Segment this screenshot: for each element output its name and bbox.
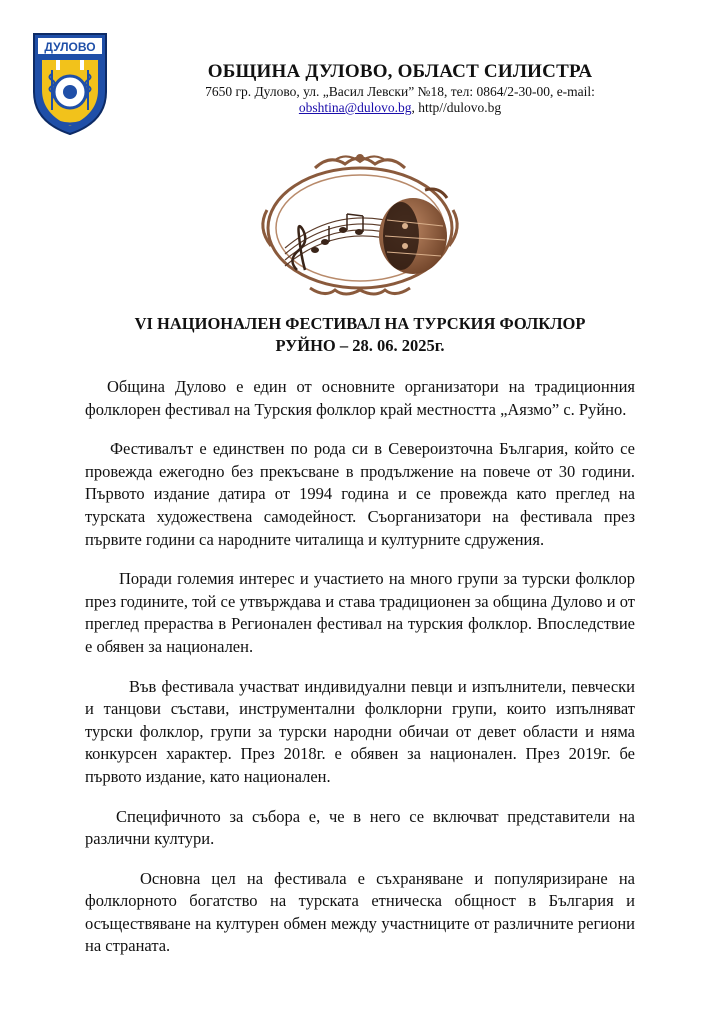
festival-title-line1: VI НАЦИОНАЛЕН ФЕСТИВАЛ НА ТУРСКИЯ ФОЛКЛОР xyxy=(134,314,586,333)
paragraph-history: Фестивалът е единствен по рода си в Североизточна България, който се провежда ежегодно без прекъсване в продължение на повече от 30 години. Първото издание датира от 1994 година и се провежда като преглед на турската художествена самодейност. Съорганизатори на фестивала през първите години са народните читалища и културните сдружения. xyxy=(85,439,635,549)
address-line: 7650 гр. Дулово, ул. „Васил Левски” №18, тел: 0864/2-30-00, e-mail: xyxy=(205,84,595,99)
document-body xyxy=(85,376,635,975)
festival-title xyxy=(60,313,660,357)
website-text: , http//dulovo.bg xyxy=(411,100,502,115)
email-link[interactable]: obshtina@dulovo.bg xyxy=(298,100,412,115)
festival-emblem xyxy=(255,150,465,300)
paragraph-growth: Поради големия интерес и участието на много групи за турски фолклор през годините, той се утвърждава и става традиционен за община Дулово и от преглед прераства в Регионален фестивал на турския фолклор. Впоследствие е обявен за национален. xyxy=(85,569,635,656)
paragraph-specifics: Специфичното за събора е, че в него се включват представители на различни култури. xyxy=(85,806,635,849)
paragraph-intro: Община Дулово е един от основните организатори на традиционния фолклорен фестивал на Турския фолклор край местността „Аязмо” с. Руйно. xyxy=(85,377,635,419)
crest-label: ДУЛОВО xyxy=(44,40,96,54)
organization-title: ОБЩИНА ДУЛОВО, ОБЛАСТ СИЛИСТРА xyxy=(207,61,593,82)
festival-title-line2: РУЙНО – 28. 06. 2025г. xyxy=(275,336,445,355)
paragraph-goal: Основна цел на фестивала е съхраняване и популяризиране на фолклорното богатство на турската етническа общност в България и осъществяване на културен обмен между участниците от различните региони на страната. xyxy=(85,868,635,956)
letterhead xyxy=(150,60,650,116)
paragraph-participants: Във фестивала участват индивидуални певци и изпълнители, певчески и танцови състави, инструментални фолклорни групи, които изпълняват турски фолклор, групи за турски народни обичаи от девет области и няма конкурсен характер. През 2018г. е обявен за национален. През 2019г. бе първото издание, като национален. xyxy=(85,676,635,786)
contact-line xyxy=(150,100,650,116)
municipality-crest xyxy=(30,30,110,138)
